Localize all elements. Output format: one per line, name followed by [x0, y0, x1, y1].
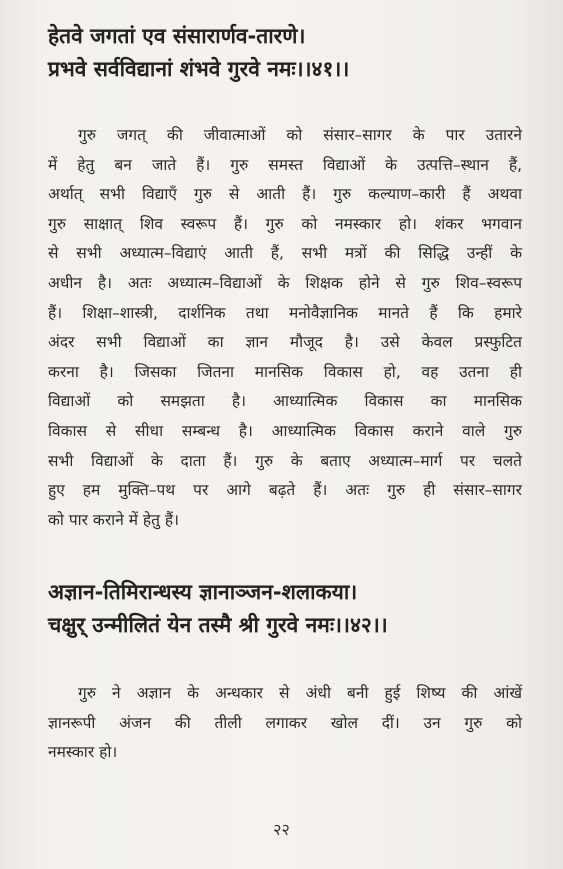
commentary-41-line: विद्याओं को समझता है। आध्यात्मिक विकास का मानसिक	[48, 392, 522, 411]
verse-42	[48, 576, 388, 642]
commentary-42-line: ज्ञानरूपी अंजन की तीली लगाकर खोल दीं। उन गुरु को	[48, 713, 522, 732]
commentary-41	[48, 121, 522, 535]
verse-42-line-2: चक्षुर् उन्मीलितं येन तस्मै श्री गुरवे नमः।।४२।।	[48, 613, 388, 637]
commentary-41-line: सभी विद्याओं के दाता हैं। गुरु के बताए अध्यात्म–मार्ग पर चलते	[48, 451, 522, 470]
commentary-41-line: विकास से सीधा सम्बन्ध है। आध्यात्मिक विकास कराने वाले गुरु	[48, 421, 522, 440]
commentary-41-line: को पार कराने में हेतु हैं।	[48, 510, 180, 529]
verse-41-line-1: हेतवे जगतां एव संसारार्णव-तारणे।	[48, 24, 306, 48]
commentary-41-line: में हेतु बन जाते हैं। गुरु समस्त विद्याओं के उत्पत्ति–स्थान हैं,	[48, 155, 522, 174]
page-number: २२	[273, 820, 290, 839]
commentary-41-line: हुए हम मुक्ति–पथ पर आगे बढ़ते हैं। अतः गुरु ही संसार–सागर	[48, 481, 522, 500]
commentary-41-line: अर्थात् सभी विद्याएँ गुरु से आती हैं। गुरु कल्याण–कारी हैं अथवा	[48, 185, 522, 204]
commentary-42	[48, 679, 522, 768]
verse-42-line-1: अज्ञान-तिमिरान्धस्य ज्ञानाञ्जन-शलाकया।	[48, 580, 358, 604]
commentary-41-line: गुरु साक्षात् शिव स्वरूप हैं। गुरु को नमस्कार हो। शंकर भगवान	[48, 214, 522, 233]
commentary-41-line: गुरु जगत् की जीवात्माओं को संसार–सागर के पार उतारने	[78, 126, 522, 144]
commentary-41-line: अधीन है। अतः अध्यात्म–विद्याओं के शिक्षक होने से गुरु शिव–स्वरूप	[48, 273, 522, 292]
verse-41	[48, 20, 349, 86]
verse-41-line-2: प्रभवे सर्वविद्यानां शंभवे गुरवे नमः।।४१।।	[48, 57, 350, 81]
commentary-42-line: नमस्कार हो।	[48, 743, 118, 762]
commentary-41-line: करना है। जिसका जितना मानसिक विकास हो, वह उतना ही	[48, 362, 522, 381]
commentary-41-line: अंदर सभी विद्याओं का ज्ञान मौजूद है। उसे केवल प्रस्फुटित	[48, 333, 522, 352]
commentary-41-line: से सभी अध्यात्म–विद्याएं आती हैं, सभी मत्रों की सिद्धि उन्हीं के	[48, 244, 522, 263]
commentary-42-line: गुरु ने अज्ञान के अन्धकार से अंधी बनी हुई शिष्य की आंखें	[78, 684, 522, 702]
commentary-41-line: हैं। शिक्षा–शास्त्री, दार्शनिक तथा मनोवैज्ञानिक मानते हैं कि हमारे	[48, 303, 522, 322]
